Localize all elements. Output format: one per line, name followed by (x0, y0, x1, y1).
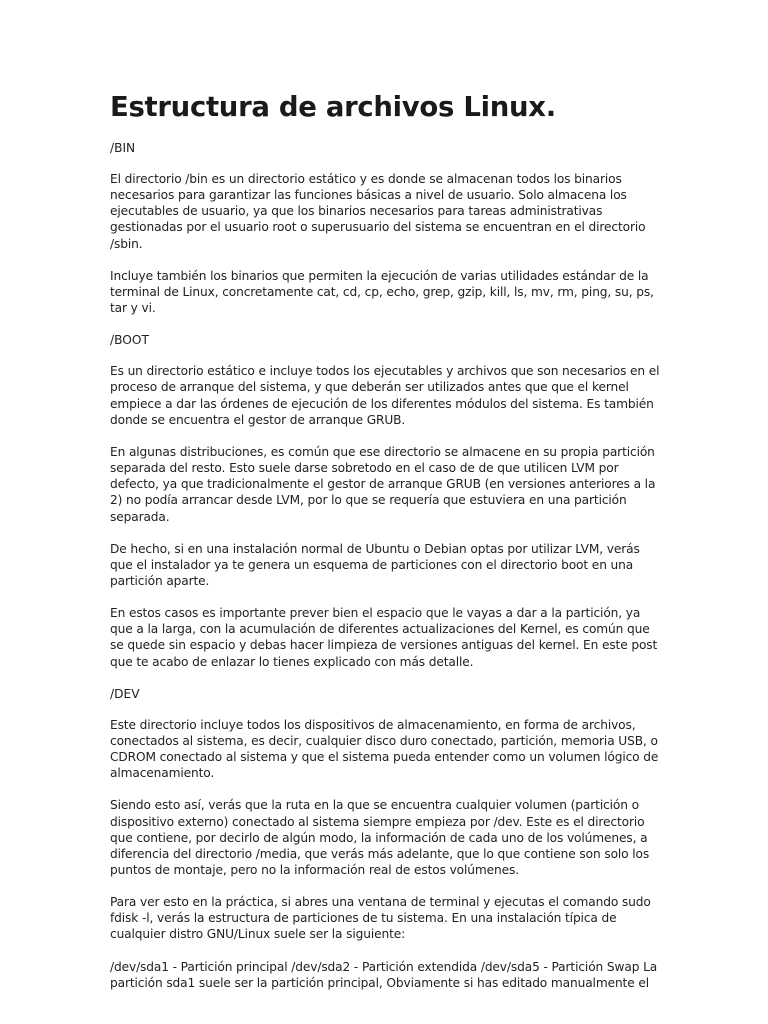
paragraph: /dev/sda1 - Partición principal /dev/sda2 - Partición extendida /dev/sda5 - Partición Swap La partición sda1 suele ser la partición principal, Obviamente si has editado manualmente el (110, 959, 658, 990)
section-heading: /DEV (110, 686, 140, 701)
paragraph: El directorio /bin es un directorio estático y es donde se almacenan todos los binarios necesarios para garantizar las funciones básicas a nivel de usuario. Solo almacena los ejecutables de usuario, ya que los binarios necesarios para tareas administrativas gestionadas por el usuario root o superusuario del sistema se encuentran en el directorio /sbin. (110, 172, 646, 251)
section-heading: /BIN (110, 141, 136, 155)
paragraph: De hecho, si en una instalación normal de Ubuntu o Debian optas por utilizar LVM, verás que el instalador ya te genera un esquema de particiones con el directorio boot en una partición aparte. (110, 541, 640, 588)
paragraph: Incluye también los binarios que permiten la ejecución de varias utilidades estándar de la terminal de Linux, concretamente cat, cd, cp, echo, grep, gzip, kill, ls, mv, rm, ping, su, ps, tar y vi. (110, 268, 654, 316)
paragraph: Siendo esto así, verás que la ruta en la que se encuentra cualquier volumen (partición o dispositivo externo) conectado al sistema siempre empieza por /dev. Este es el directorio que contiene, por decirlo de algún modo, la información de cada uno de los volúmenes, a diferencia del directorio /media, que verás más adelante, que lo que contiene son solo los puntos de montaje, pero no la información real de estos volúmenes. (110, 798, 650, 877)
paragraph: Este directorio incluye todos los dispositivos de almacenamiento, en forma de archivos, conectados al sistema, es decir, cualquier disco duro conectado, partición, memoria USB, o CDROM conectado al sistema y que el sistema pueda entender como un volumen lógico de almacenamiento. (110, 717, 659, 781)
paragraph: En estos casos es importante prever bien el espacio que le vayas a dar a la partición, ya que a la larga, con la acumulación de diferentes actualizaciones del Kernel, es común que se quede sin espacio y debas hacer limpieza de versiones antiguas del kernel. En este post que te acabo de enlazar lo tienes explicado con más detalle. (110, 606, 658, 669)
section-heading: /BOOT (110, 333, 149, 348)
paragraph: Es un directorio estático e incluye todos los ejecutables y archivos que son necesarios en el proceso de arranque del sistema, y que deberán ser utilizados antes que que el kernel empiece a dar las órdenes de ejecución de los diferentes módulos del sistema. Es también donde se encuentra el gestor de arranque GRUB. (110, 364, 660, 427)
document-body (110, 88, 660, 1007)
paragraph: Para ver esto en la práctica, si abres una ventana de terminal y ejecutas el comando sudo fdisk -l, verás la estructura de particiones de tu sistema. En una instalación típica de cualquier distro GNU/Linux suele ser la siguiente: (110, 895, 651, 942)
document-blocks (110, 140, 660, 991)
document-title: Estructura de archivos Linux. (110, 91, 556, 123)
paragraph: En algunas distribuciones, es común que ese directorio se almacene en su propia partición separada del resto. Esto suele darse sobretodo en el caso de de que utilicen LVM por defecto, ya que tradicionalmente el gestor de arranque GRUB (en versiones anteriores a la 2) no podía arrancar desde LVM, por lo que se requería que estuviera en una partición separada. (110, 444, 656, 524)
